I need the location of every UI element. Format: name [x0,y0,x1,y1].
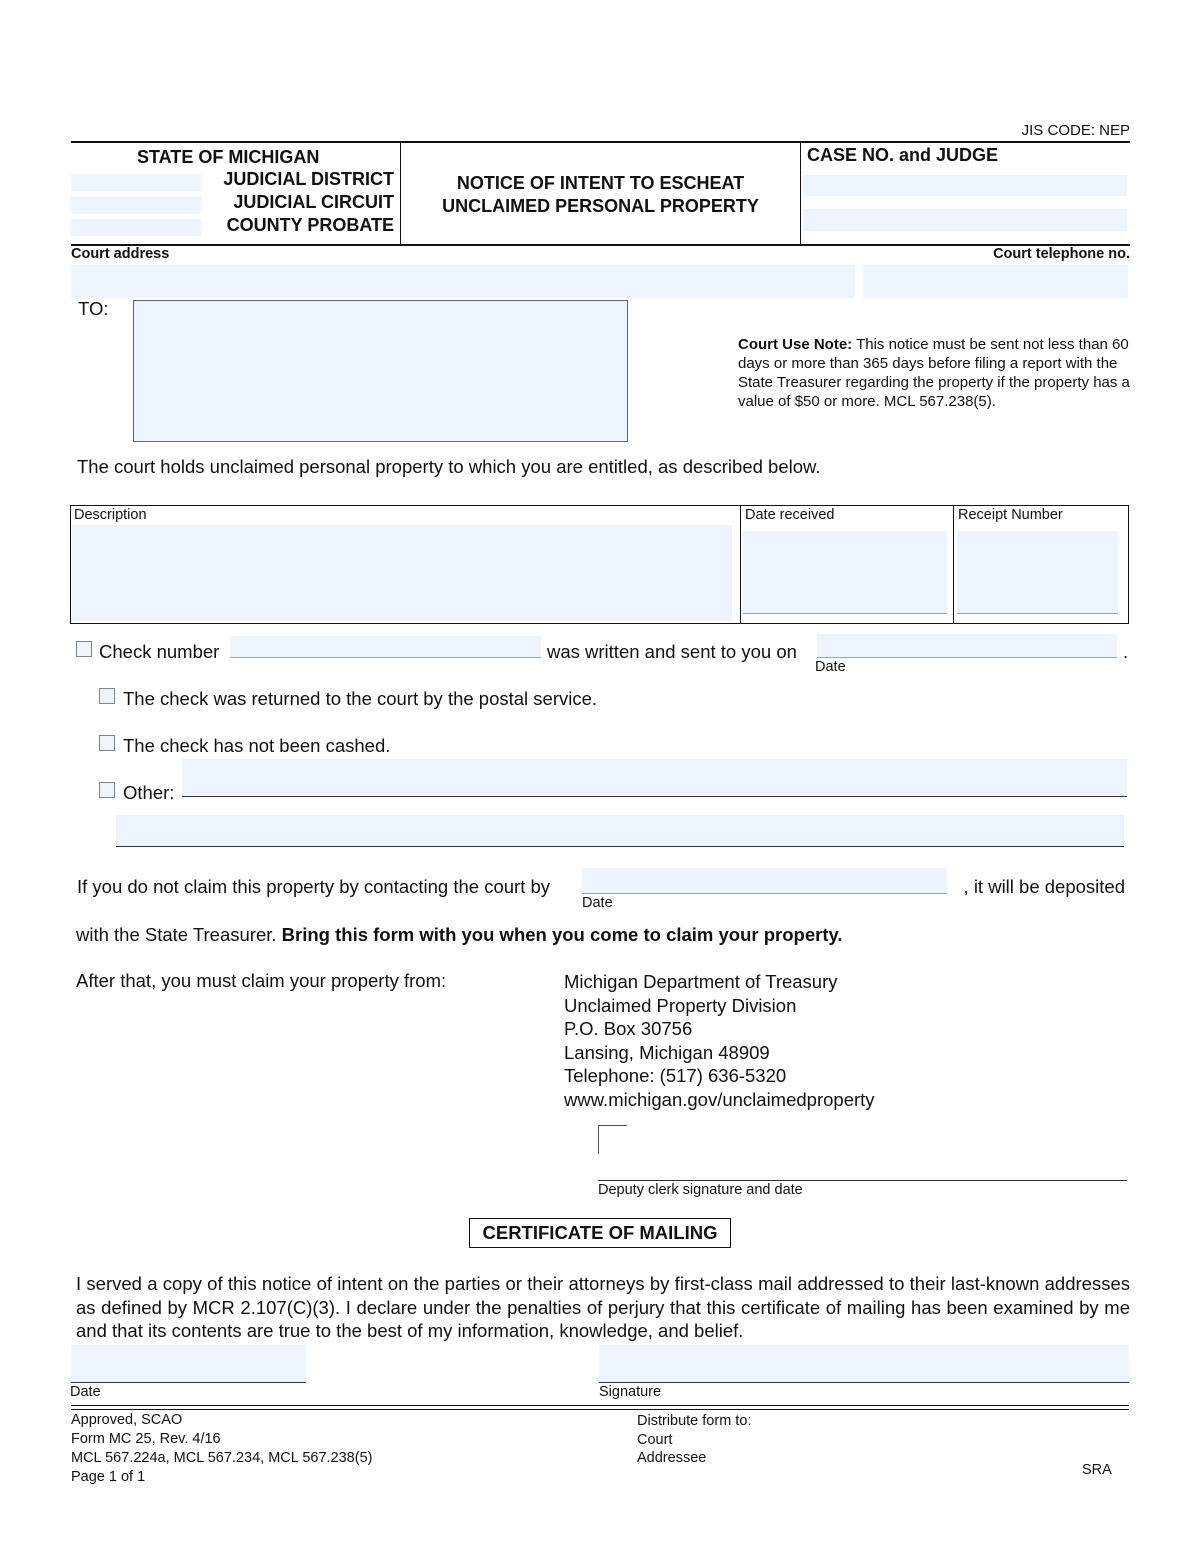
signature-corner-mark [598,1125,627,1154]
treasury-line-5: Telephone: (517) 636-5320 [564,1065,787,1087]
footer-approved: Approved, SCAO [71,1412,183,1428]
distribute-label: Distribute form to: [637,1413,752,1429]
other-field-line1[interactable] [182,759,1127,797]
footer-distribute [637,1412,751,1468]
claim-deadline-field[interactable] [582,868,947,894]
footer-form-number: Form MC 25, Rev. 4/16 [71,1431,221,1447]
jis-code: JIS CODE: NEP [1021,122,1130,139]
form-title-line1: NOTICE OF INTENT TO ESCHEAT [456,173,745,193]
header-bottom-rule [71,244,1130,246]
treasury-line-6: www.michigan.gov/unclaimedproperty [564,1088,875,1110]
table-divider-1 [740,506,741,623]
footer-rule [71,1405,1129,1410]
treasury-line-2: Unclaimed Property Division [564,994,797,1016]
intro-text: The court holds unclaimed personal property to which you are entitled, as described below. [77,456,821,477]
check-date-field[interactable] [817,634,1117,658]
header-top-rule [71,141,1130,143]
deputy-signature-caption: Deputy clerk signature and date [598,1182,803,1198]
court-phone-field[interactable] [863,265,1128,298]
other-label: Other: [123,782,175,803]
court-use-note-label: Court Use Note: [738,336,853,353]
court-address-field[interactable] [71,265,855,298]
claim-line2-start: with the State Treasurer. [76,924,277,945]
other-checkbox[interactable] [99,782,115,798]
certificate-date-caption: Date [70,1384,101,1400]
check-date-caption: Date [815,659,846,675]
written-sent-label: was written and sent to you on [547,641,797,662]
check-number-checkbox[interactable] [76,641,92,657]
court-phone-label: Court telephone no. [993,246,1130,262]
certificate-title: CERTIFICATE OF MAILING [482,1222,718,1243]
table-header-receipt-number: Receipt Number [958,507,1063,523]
to-label: TO: [78,298,109,319]
after-label: After that, you must claim your property from: [76,970,447,991]
form-title-line2: UNCLAIMED PERSONAL PROPERTY [442,196,759,216]
table-header-description: Description [74,507,147,523]
other-field-line2[interactable] [116,815,1124,847]
claim-line1-end: , it will be deposited [963,876,1125,897]
certificate-signature-field[interactable] [599,1345,1129,1383]
court-use-note [738,335,1130,411]
date-received-field[interactable] [743,531,947,614]
treasury-line-1: Michigan Department of Treasury [564,971,838,992]
certificate-signature-caption: Signature [599,1384,662,1400]
treasury-line-3: P.O. Box 30756 [564,1018,693,1040]
claim-date-caption: Date [582,895,613,911]
case-number-field[interactable] [803,175,1127,196]
case-judge-label: CASE NO. and JUDGE [807,145,999,165]
footer-left [71,1411,372,1487]
court-use-note-text: This notice must be sent not less than 60 days or more than 365 days before filing a report with the State Treasurer regarding the property if the property has a value of $50 or more. MCL 567.238(5). [738,336,1130,410]
header-divider-right [800,142,801,245]
deputy-signature-line[interactable] [598,1180,1127,1181]
state-label: STATE OF MICHIGAN [137,147,320,167]
distribute-addressee: Addressee [637,1450,707,1466]
county-probate-label: COUNTY PROBATE [226,215,394,235]
not-cashed-label: The check has not been cashed. [123,735,391,756]
footer-page: Page 1 of 1 [71,1469,146,1485]
footer-code: SRA [1082,1462,1112,1478]
returned-label: The check was returned to the court by the postal service. [123,688,598,709]
county-field[interactable] [71,219,201,236]
treasury-address [564,970,875,1112]
not-cashed-checkbox[interactable] [99,735,115,751]
claim-line2-bold: Bring this form with you when you come to claim your property. [281,924,843,945]
judge-field[interactable] [803,209,1127,231]
description-field[interactable] [72,525,732,621]
footer-mcl: MCL 567.224a, MCL 567.234, MCL 567.238(5) [71,1450,373,1466]
table-header-date-received: Date received [745,507,835,523]
treasury-line-4: Lansing, Michigan 48909 [564,1041,770,1063]
table-divider-2 [953,506,954,623]
receipt-number-field[interactable] [957,531,1118,614]
judicial-circuit-label: JUDICIAL CIRCUIT [233,192,394,212]
certificate-body: I served a copy of this notice of intent on the parties or their attorneys by first-class mail addressed to their last-known addresses as defined by MCR 2.107(C)(3). I declare under the penalties of perjury that this certificate of mailing has been examined by me and that its contents are true to the best of my information, knowledge, and belief. [76,1273,1130,1342]
claim-line2 [76,924,843,946]
certificate-date-field[interactable] [71,1345,306,1383]
check-number-field[interactable] [230,636,541,658]
returned-checkbox[interactable] [99,688,115,704]
circuit-field[interactable] [71,197,201,214]
distribute-court: Court [637,1431,673,1448]
claim-line1-start: If you do not claim this property by contacting the court by [77,876,551,897]
check-period: . [1123,641,1129,662]
judicial-district-label: JUDICIAL DISTRICT [223,169,394,189]
district-field[interactable] [71,174,201,191]
court-address-label: Court address [71,246,170,262]
addressee-field[interactable] [133,300,628,442]
check-number-label: Check number [99,641,220,662]
